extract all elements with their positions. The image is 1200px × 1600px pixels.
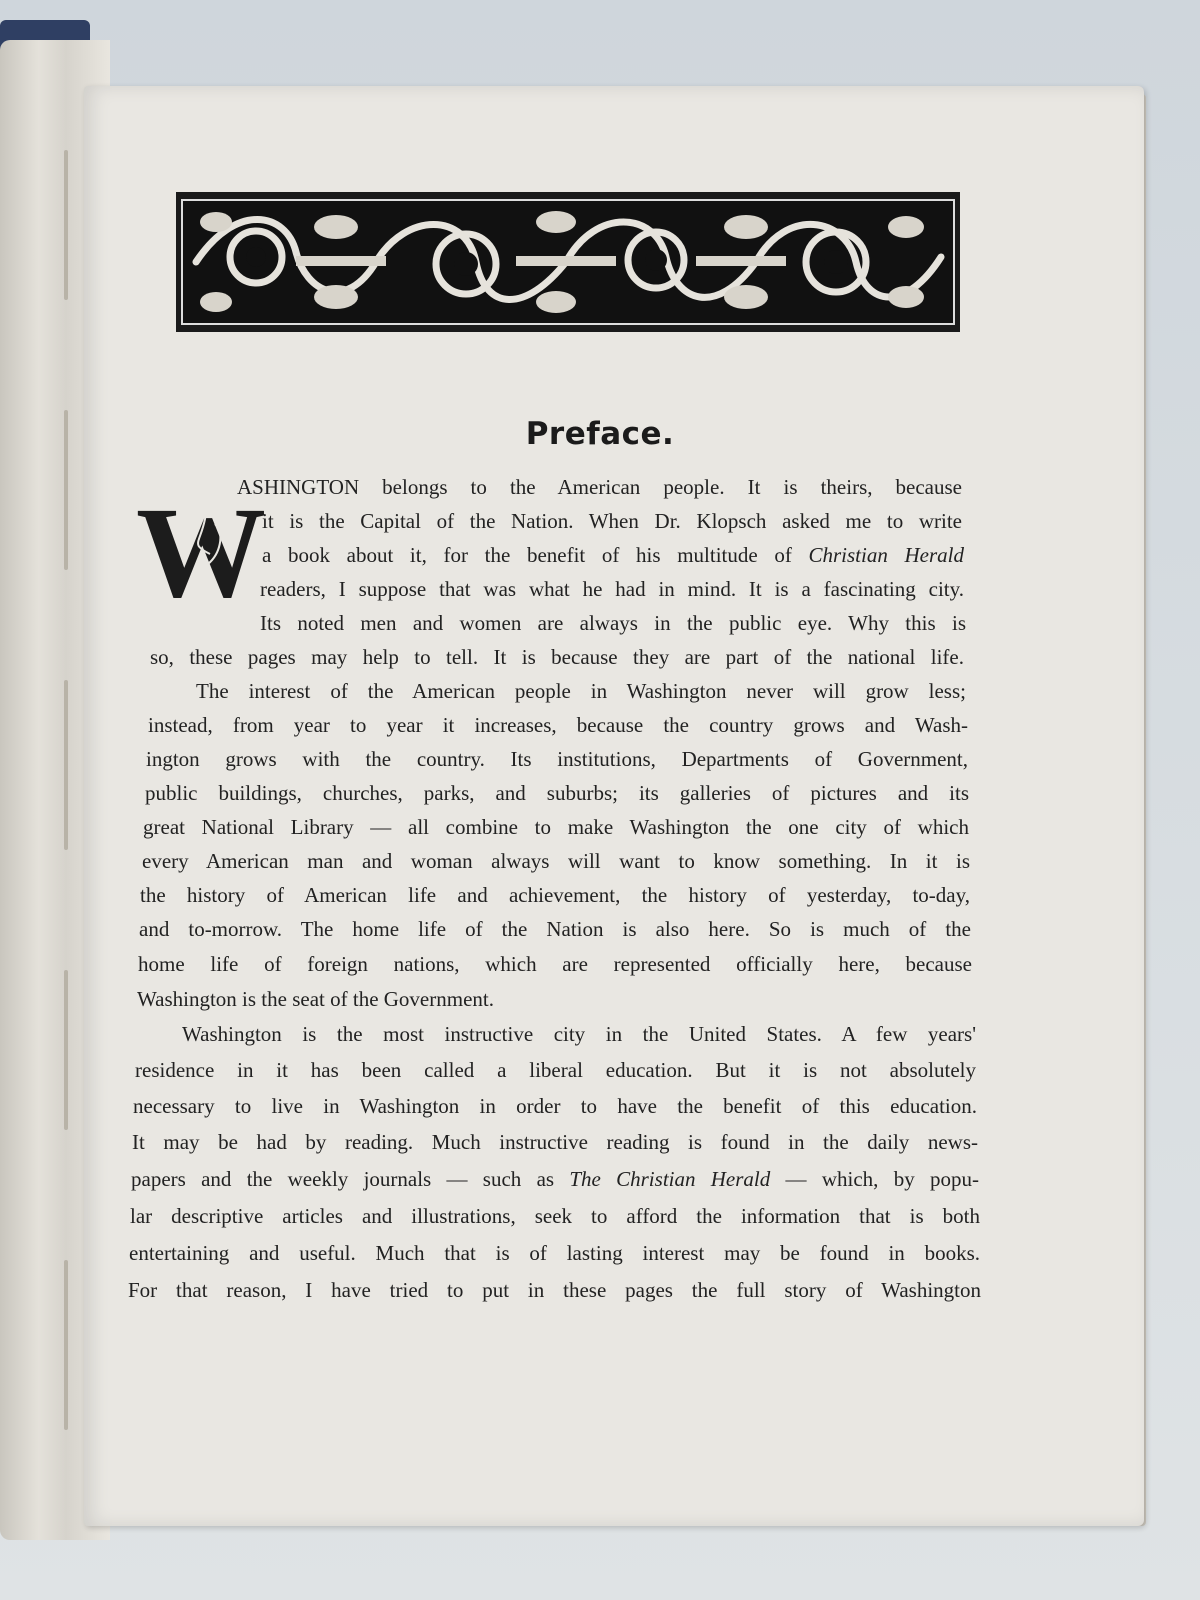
- text-line: papers and the weekly journals — such as The Christian Herald — which, by popu-: [131, 1167, 979, 1191]
- binding-stitch: [64, 680, 68, 850]
- emphasis-text: Christian Herald: [808, 543, 964, 567]
- text-line: public buildings, churches, parks, and suburbs; its galleries of pictures and its: [145, 781, 969, 805]
- page-title: Preface.: [525, 416, 675, 452]
- ornamental-headpiece: [176, 192, 960, 332]
- text-line: and to-morrow. The home life of the Nation is also here. So is much of the: [139, 917, 971, 941]
- text-line: Its noted men and women are always in the public eye. Why this is: [260, 611, 966, 635]
- text-line: Washington is the seat of the Government.: [137, 987, 494, 1011]
- binding-stitch: [64, 970, 68, 1130]
- binding-stitch: [64, 150, 68, 300]
- text-line: necessary to live in Washington in order to have the benefit of this education.: [133, 1094, 977, 1118]
- text-line: entertaining and useful. Much that is of lasting interest may be found in books.: [129, 1241, 980, 1265]
- text-line: lar descriptive articles and illustrations, seek to afford the information that is both: [130, 1204, 980, 1228]
- emphasis-text: The Christian Herald: [569, 1167, 771, 1191]
- binding-stitch: [64, 1260, 68, 1430]
- text-line: a book about it, for the benefit of his multitude of Christian Herald: [262, 543, 964, 567]
- text-line: Washington is the most instructive city in the United States. A few years': [182, 1022, 976, 1046]
- text-line: It may be had by reading. Much instructive reading is found in the daily news-: [132, 1130, 978, 1154]
- text-line: readers, I suppose that was what he had in mind. It is a fascinating city.: [260, 577, 964, 601]
- text-line: residence in it has been called a liberal education. But it is not absolutely: [135, 1058, 976, 1082]
- drop-cap-glyph: W: [136, 481, 266, 625]
- text-line: instead, from year to year it increases, because the country grows and Wash-: [148, 713, 968, 737]
- drop-cap-letter: [136, 481, 266, 625]
- text-line: so, these pages may help to tell. It is because they are part of the national life.: [150, 645, 964, 669]
- text-line: the history of American life and achievement, the history of yesterday, to-day,: [140, 883, 970, 907]
- text-line: ASHINGTON belongs to the American people. It is theirs, because: [237, 475, 962, 499]
- text-line: ington grows with the country. Its institutions, Departments of Government,: [146, 747, 968, 771]
- text-line: every American man and woman always will want to know something. In it is: [142, 849, 970, 873]
- text-line: home life of foreign nations, which are represented officially here, because: [138, 952, 972, 976]
- text-line: For that reason, I have tried to put in these pages the full story of Washington: [128, 1278, 981, 1302]
- text-line: it is the Capital of the Nation. When Dr. Klopsch asked me to write: [262, 509, 962, 533]
- text-line: great National Library — all combine to make Washington the one city of which: [143, 815, 969, 839]
- text-line: The interest of the American people in Washington never will grow less;: [196, 679, 966, 703]
